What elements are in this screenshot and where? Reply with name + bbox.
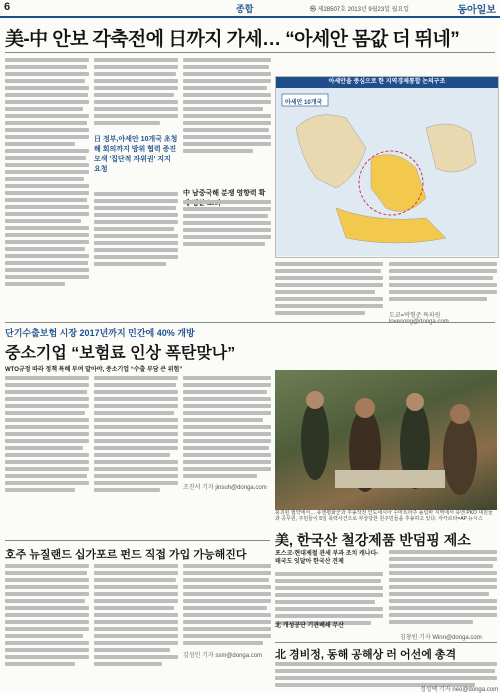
top-story-column-2 [94,58,178,128]
top-story-column-2b [94,192,178,269]
story-3-byline: 김창원 기자 Winn@donga.com [400,635,482,641]
story-5-column-2 [94,564,178,669]
top-story-column-3 [183,58,271,156]
divider [5,52,495,53]
story-5-headline: 호주 뉴질랜드 십가포르 펀드 직접 가입 가능해진다 [5,549,247,561]
issue-date: ㉿ 제28507호 2013년 9월23일 월요일 [310,7,410,13]
map-title: 아세안을 중심으로 한 지역경제통합 논의구조 [276,77,498,88]
asean-map-graphic [275,76,499,258]
photo-caption: 붕괴된 협약에서… 유엔평화군과 후송작전 인도네시아 수마트라주 돌림바 지역에서 유엔 PKO 대원들과 공무원, 주민들이 5일 폭력사건으로 부상당한 원주민들을 후송하고 있다. 자카르타=AP 뉴시스 [275,510,493,522]
top-story-column-4 [275,262,383,318]
top-story-headline: 美-中 안보 각축전에 日까지 가세… “아세안 몸값 더 뛰네” [5,29,460,50]
story-2-byline: 조진서 기자 jinsuh@donga.com [183,485,267,491]
top-story-subhead-2: 中 남중국해 분쟁 영향력 확 [183,190,266,197]
story-4-byline: 정성택 기자 neo@donga.com [420,687,499,693]
story-2-column-2 [94,376,178,495]
story-2-column-1 [5,376,89,495]
top-story-byline: 도쿄=박형준 특파원 [389,313,441,319]
top-story-column-5 [389,262,497,304]
top-story-column-1 [5,58,89,289]
photo-illustration [275,370,497,510]
page-header [0,0,500,18]
story-2-column-3 [183,376,271,481]
top-story-column-3b [183,200,271,249]
newspaper-logo: 동아일보 [457,5,496,16]
map-label-asean: 아세안 10개국 [285,100,323,106]
divider [275,642,497,643]
top-story-subhead-1: 日 정부,아세안 10개국 초청해 회의까지 방위 협력 증진 모색 '집단적 자위권' 지지 요청 [94,136,178,173]
map-svg [276,88,498,256]
divider [5,540,270,541]
section-label: 종합 [236,4,254,14]
story-3-subhead-1: 포스코-현대제철 관세 부과 조치 캐나다-태국도 잇달아 한국산 견제 [275,551,379,565]
story-2-headline: 중소기업 “보험료 인상 폭탄맞나” [5,345,236,362]
story-2-subhead: WTO규정 따라 정책 특혜 부여 말아야, 중소기업 “수출 부담 큰 위험” [5,367,183,373]
story-2-kicker: 단기수출보험 시장 2017년까지 민간에 40% 개방 [5,328,195,338]
news-photo [275,370,497,510]
story-3-subhead-2: 北 개성공단 기관폐쇄 무산 [275,623,344,629]
story-3-column-2 [389,550,497,627]
story-5-byline: 김성민 기자 ssm@donga.com [183,653,263,659]
story-5-column-1 [5,564,89,669]
story-5-column-3 [183,564,271,648]
page-number: 6 [4,1,11,13]
divider [5,322,495,323]
story-3-headline: 美, 한국산 철강제품 반덤핑 제소 [275,532,471,548]
story-4-headline: 北 경비정, 동해 공해상 러 어선에 총격 [275,649,457,661]
